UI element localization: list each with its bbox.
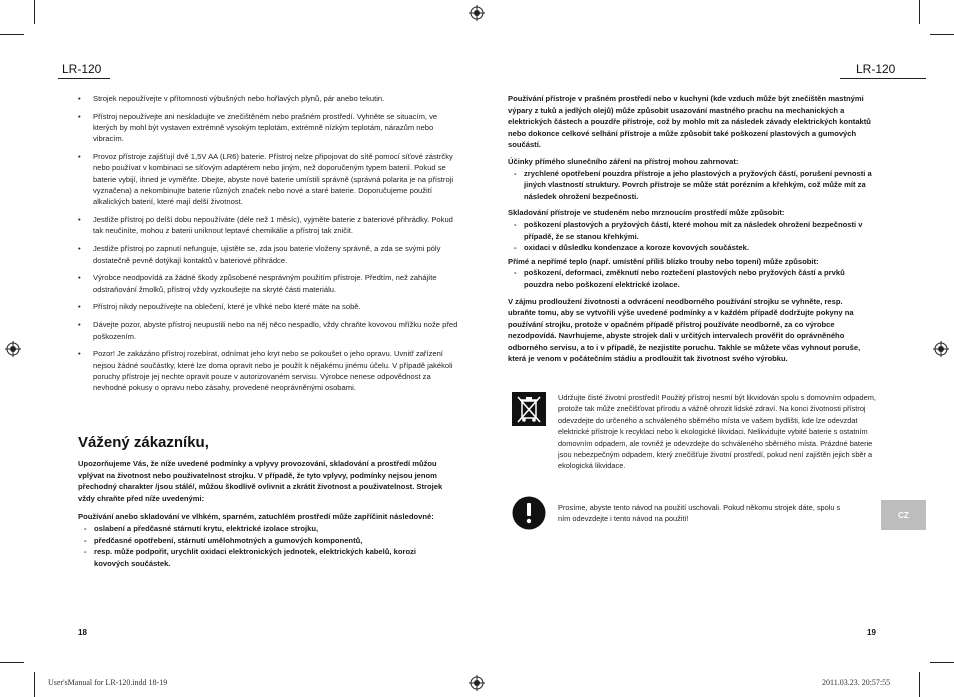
list-item: • Dávejte pozor, abyste přístroj neupustili nebo na něj něco nespadlo, vždy chraňte kovovou mřížku nože před poškozením. — [78, 319, 458, 342]
list-item: - zrychlené opotřebení pouzdra přístroje a jeho plastových a pryžových částí, porušení pevnosti a jiných vlastností struktury. Povrch přístroje se může stát porézním a křehkým, což může mít za následek ohrožení bezpečnosti. — [508, 168, 872, 203]
footer-timestamp: 2011.03.23. 20:57:55 — [822, 678, 891, 687]
sun-title: Účinky přímého slunečního záření na přístroj mohou zahrnovat: — [508, 156, 739, 166]
footer-filename: User'sManual for LR-120.indd 18-19 — [48, 678, 168, 687]
list-item: • Přístroj nepoužívejte ani neskladujte ve znečištěném nebo prašném prostředí. Vyhněte se situacím, ve kterých by mohl být vystaven extrémně vysokým teplotám, extrémně nízkým teplotám, nárazům nebo vibracím. — [78, 111, 458, 145]
list-item: - poškození, deformaci, změknutí nebo roztečení plastových nebo pryžových částí a prvků pouzdra nebo poškození elektrické izolace. — [508, 267, 872, 290]
list-item: • Přístroj nikdy nepoužívejte na oblečení, které je vlhké nebo které máte na sobě. — [78, 301, 458, 312]
list-item: • Provoz přístroje zajišťují dvě 1,5V AA (LR6) baterie. Přístroj nelze připojovat do sítě pomocí síťové zástrčky nebo používat v kombinaci se síťovým adaptérem nebo jiným, než doporučeným typem baterií. Pokud se baterie vybijí, ihned je vyměňte. Dbejte, abyste nové baterie umístili správně (správná polarita je na přístroji vyznačena) a nekombinujte baterie různých značek nebo nové a staré baterie. Doporučujeme použití alkalických baterií, které mají delší životnost. — [78, 151, 458, 207]
conditions-section — [508, 93, 872, 365]
intro-paragraph: Upozorňujeme Vás, že níže uvedené podmínky a vplyvy provozování, skladování a prostředí můžou vplývat na životnost nebo použivatelnost strojku. V případě, že tyto vplyvy, podmínky nejsou jenom přechodný charakter /jsou stálé/, můžou škodlivě ovlivnit a zkrátit životnost a použivatelnost. Strojek vždy chraňte před níže uvedenými: — [78, 459, 443, 503]
list-item: - poškození plastových a pryžových částí, které mohou mít za následek ohrožení bezpečnosti v případě, že se stanou křehkými. — [508, 219, 872, 242]
sun-list — [508, 168, 872, 203]
list-item: - oxidaci v důsledku kondenzace a koroze kovových součástek. — [508, 242, 872, 254]
page-number-right: 19 — [867, 628, 876, 637]
environment-notice: Udržujte čisté životní prostředí! Použitý přístroj nesmí být likvidován spolu s domovním odpadem, protože tak může znečišťovat přírodu a vážně ohrozit lidské zdraví. Na konci životnosti přístroj odevzdejte do určeného a schváleného sběrného místa ve vašem bydlišti, kde lze odevzdat elektrické přístroje k recyklaci nebo k ekologické likvidaci. Nelikvidujte vybité baterie s ostatním domovním odpadem, ale rovněž je odevzdejte do schváleného sběrného místa. Prázdné baterie jsou nebezpečným odpadem, který znečišťuje životní prostředí, pokud není zajištěn jejich sběr a ekologická likvidace. — [558, 393, 876, 471]
model-label-left: LR-120 — [62, 62, 102, 76]
exclamation-icon — [512, 496, 546, 530]
page-number-left: 18 — [78, 628, 87, 637]
header-rule-left — [58, 78, 110, 79]
crop-mark — [0, 34, 24, 35]
customer-notice — [78, 458, 450, 569]
crop-mark — [919, 0, 920, 24]
list-item: • Strojek nepoužívejte v přítomnosti výbušných nebo hořlavých plynů, pár anebo tekutin. — [78, 93, 458, 104]
crop-mark — [930, 34, 954, 35]
heat-list — [508, 267, 872, 290]
dust-paragraph: Používání přístroje v prašném prostředí nebo v kuchyni (kde vzduch může být znečištěn mastnými výpary z tuků a jedlých olejů) může způsobit usazování mastného prachu na mechanických a elektrických částech a pouzdře přístroje, což by mohlo mít za následek závady elektrických kontaktů nebo dokonce celkové selhání přístroje a může způsobit také poškození plastových a gumových součástí. — [508, 94, 871, 150]
humid-list — [78, 523, 450, 569]
crossed-bin-icon — [512, 392, 546, 426]
registration-mark-icon — [469, 5, 485, 21]
heat-title: Přímé a nepřímé teplo (např. umístění příliš blízko trouby nebo topení) může způsobit: — [508, 256, 819, 266]
lifetime-paragraph: V zájmu prodloužení životnosti a odvrácení neodborného používání strojku se vyhněte, resp. ubraňte tomu, aby se vytvořili výše uvedené podmínky a v každém případě dodržujte pokyny na používání strojku, protože v opačném případě přístroj používáte neodborně, za co výrobce nezodpovídá. Navrhujeme, abyste strojek dali v určitých intervalech prověřit do oprávněného odborného servisu, a to i v případě, že nezjistíte poruchu. Takhle se můžete včas vyhnout poruše, která je venom v počátečním stádiu a prodloužit tak životnost svého výrobku. — [508, 296, 861, 364]
model-label-right: LR-120 — [856, 62, 896, 76]
keep-manual-notice: Prosíme, abyste tento návod na použití uschovali. Pokud někomu strojek dáte, spolu s ním odevzdejte i tento návod na použití! — [558, 503, 841, 524]
safety-bullet-list — [78, 93, 458, 400]
registration-mark-icon — [5, 341, 21, 357]
crop-mark — [34, 0, 35, 24]
crop-mark — [919, 672, 920, 697]
language-tab: CZ — [881, 500, 926, 530]
list-item: • Jestliže přístroj po zapnutí nefunguje, ujistěte se, zda jsou baterie vloženy správně, a zda se svými póly dostatečně pevně dotýkají kontaktů v bateriové přihrádce. — [78, 243, 458, 266]
registration-mark-icon — [469, 675, 485, 691]
crop-mark — [930, 662, 954, 663]
list-item: - předčasné opotřebení, stárnutí umělohmotných a gumových komponentů, — [78, 535, 450, 547]
section-heading: Vážený zákazníku, — [78, 434, 209, 451]
humid-title: Používání anebo skladování ve vlhkém, sparném, zatuchlém prostředí může zapříčinit následovné: — [78, 512, 434, 522]
list-item: • Pozor! Je zakázáno přístroj rozebírat, odnímat jeho kryt nebo se pokoušet o jeho opravu. Uvnitř zařízení nejsou žádné součástky, které lze doma opravit nebo je použít k nějakému jinému účelu. V případě jakékoli poruchy přístroje jej nechte opravit pouze v autorizovaném servisu. Výrobce nenese odpovědnost za nevhodné pokusy o opravu nebo zásahy, provedené neoprávněnými osobami. — [78, 348, 458, 393]
crop-mark — [0, 662, 24, 663]
header-rule-right — [840, 78, 926, 79]
registration-mark-icon — [933, 341, 949, 357]
list-item: - resp. může podpořit, urychlit oxidaci elektronických jednotek, elektrických kabelů, korozi kovových součástek. — [78, 546, 424, 569]
crop-mark — [34, 672, 35, 697]
cold-title: Skladování přístroje ve studeném nebo mrznoucím prostředí může způsobit: — [508, 208, 785, 218]
list-item: • Výrobce neodpovídá za žádné škody způsobené nesprávným použitím přístroje. Předtím, než zahájíte odstraňování žmolků, přístroj vždy vyzkoušejte na skryté části materiálu. — [78, 272, 458, 295]
list-item: - oslabení a předčasné stárnutí krytu, elektrické izolace strojku, — [78, 523, 450, 535]
list-item: • Jestliže přístroj po delší dobu nepoužíváte (déle než 1 měsíc), vyjměte baterie z bateriové přihrádky. Pokud tak neučiníte, mohou z baterii uniknout leptavé chemikálie a přístroj tak zničit. — [78, 214, 458, 237]
cold-list — [508, 219, 872, 254]
